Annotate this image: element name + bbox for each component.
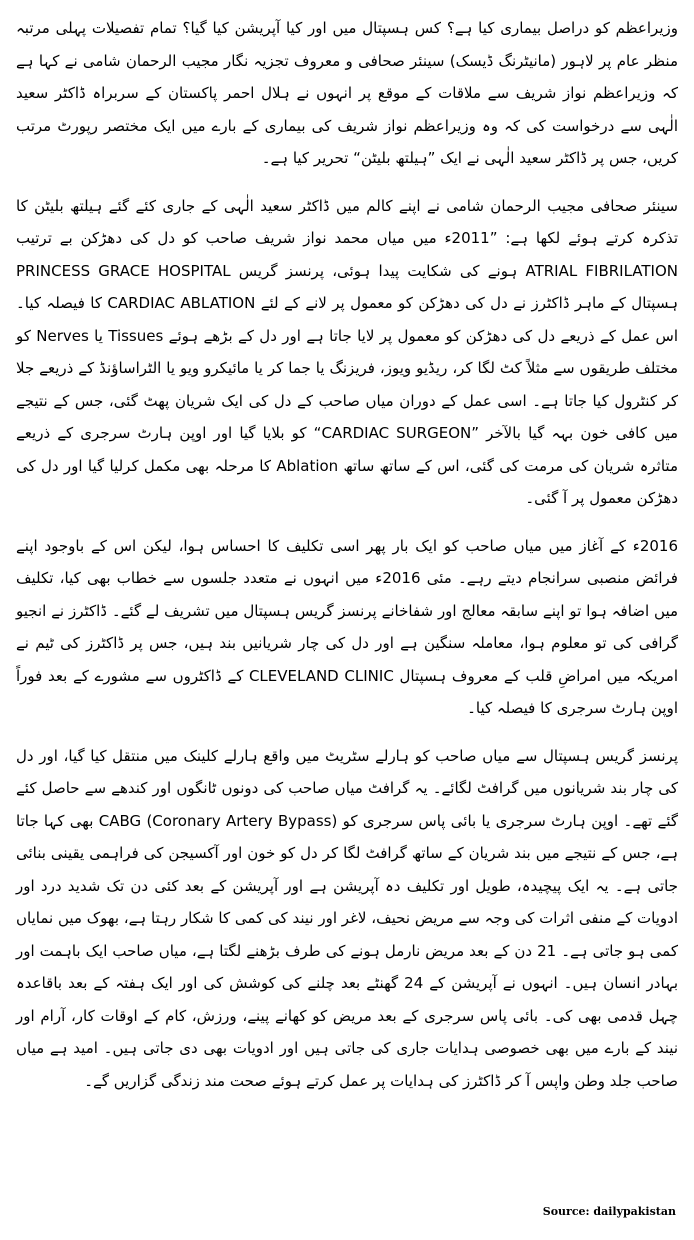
source-credit: Source: dailypakistan (542, 1205, 676, 1218)
article-paragraph-2: سینئر صحافی مجیب الرحمان شامی نے اپنے کالم میں ڈاکٹر سعید الٰہی کے جاری کئے گئے ہیلتھ بلیٹن کا تذکرہ کرتے ہوئے لکھا ہے: ”2011ء میں میاں محمد نواز شریف صاحب کو دل کی دھڑکن بے ترتیب ATRIAL FIBRILATION ہونے کی شکایت پیدا ہوئی، پرنسز گریس PRINCESS GRACE HOSPITAL ہسپتال کے ماہر ڈاکٹرز نے دل کی دھڑکن کو معمول پر لانے کے لئے CARDIAC ABLATION کا فیصلہ کیا۔ اس عمل کے ذریعے دل کی دھڑکن کو معمول پر لایا جاتا ہے اور دل کے بڑھے ہوئے Tissues یا Nerves کو مختلف طریقوں سے مثلاً کٹ لگا کر، ریڈیو ویوز، فریزنگ یا جما کر یا مائیکرو ویو یا الٹراساؤنڈ کے ذریعے جلا کر کنٹرول کیا جاتا ہے۔ اسی عمل کے دوران میاں صاحب کے دل کی ایک شریان پھٹ گئی، جس کے نتیجے میں کافی خون بہہ گیا بالآخر ”CARDIAC SURGEON“ کو بلایا گیا اور اوپن ہارٹ سرجری کے ذریعے متاثرہ شریان کی مرمت کی گئی، اس کے ساتھ ساتھ Ablation کا مرحلہ بھی مکمل کرلیا گیا اور دل کی دھڑکن معمول پر آ گئی۔ (16, 196, 678, 507)
article-paragraph-3: 2016ء کے آغاز میں میاں صاحب کو ایک بار پھر اسی تکلیف کا احساس ہوا، لیکن اس کے باوجود اپنے فرائض منصبی سرانجام دیتے رہے۔ مئی 2016ء میں انہوں نے متعدد جلسوں سے خطاب بھی کیا، تکلیف میں اضافہ ہوا تو اپنے سابقہ معالج اور شفاخانے پرنسز گریس ہسپتال میں تشریف لے گئے۔ ڈاکٹرز نے انجیو گرافی کی تو معلوم ہوا، معاملہ سنگین ہے اور دل کی چار شریانیں بند ہیں، جس پر ڈاکٹرز کی ٹیم نے امریکہ میں امراضِ قلب کے معروف ہسپتال CLEVELAND CLINIC کے ڈاکٹروں سے مشورے کے بعد فوراً اوپن ہارٹ سرجری کا فیصلہ کیا۔ (16, 536, 678, 717)
article-paragraph-1: وزیراعظم کو دراصل بیماری کیا ہے؟ کس ہسپتال میں اور کیا آپریشن کیا گیا؟ تمام تفصیلات پہلی مرتبہ منظر عام پر لاہور (مانیٹرنگ ڈیسک) سینئر صحافی و معروف تجزیہ نگار مجیب الرحمان شامی نے کہا ہے کہ وزیراعظم نواز شریف سے ملاقات کے موقع پر انہوں نے ہلال احمر پاکستان کے سربراہ ڈاکٹر سعید الٰہی سے درخواست کی کہ وہ وزیراعظم نواز شریف کی بیماری کے بارے میں ایک مختصر رپورٹ مرتب کریں، جس پر ڈاکٹر سعید الٰہی نے ایک ”ہیلتھ بلیٹن“ تحریر کیا ہے۔ (16, 19, 678, 167)
article-paragraph-4: پرنسز گریس ہسپتال سے میاں صاحب کو ہارلے سٹریٹ میں واقع ہارلے کلینک میں منتقل کیا گیا، اور دل کی چار بند شریانوں میں گرافٹ لگائے۔ یہ گرافٹ میاں صاحب کی دونوں ٹانگوں اور کندھے سے حاصل کئے گئے تھے۔ اوپن ہارٹ سرجری یا بائی پاس سرجری کو CABG (Coronary Artery Bypass) بھی کہا جاتا ہے، جس کے نتیجے میں بند شریان کے ساتھ گرافٹ لگا کر دل کو خون اور آکسیجن کی فراہمی یقینی بنائی جاتی ہے۔ یہ ایک پیچیدہ، طویل اور تکلیف دہ آپریشن ہے اور آپریشن کے بعد کئی دن تک شدید درد اور ادویات کے منفی اثرات کی وجہ سے مریض نحیف، لاغر اور نیند کی کمی کا شکار رہتا ہے، بھوک میں نمایاں کمی ہو جاتی ہے۔ 21 دن کے بعد مریض نارمل ہونے کی طرف بڑھنے لگتا ہے، میاں صاحب ایک باہمت اور بہادر انسان ہیں۔ انہوں نے آپریشن کے 24 گھنٹے بعد چلنے کی کوشش کی اور ایک ہفتہ کے بعد باقاعدہ چہل قدمی بھی کی۔ بائی پاس سرجری کے بعد مریض کو کھانے پینے، ورزش، کام کے اوقات کار، آرام اور نیند کے بارے میں بھی خصوصی ہدایات جاری کی جاتی ہیں اور ادویات بھی دی جاتی ہیں۔ امید ہے میاں صاحب جلد وطن واپس آ کر ڈاکٹرز کی ہدایات پر عمل کرتے ہوئے صحت مند زندگی گزاریں گے۔ (16, 746, 679, 1090)
